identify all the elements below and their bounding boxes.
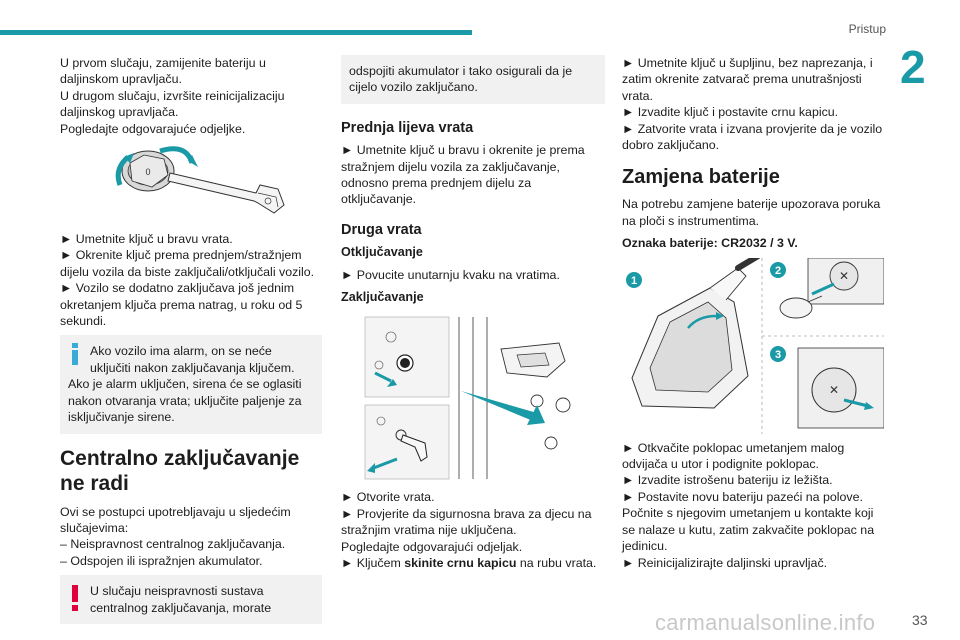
paragraph: U prvom slučaju, zamijenite bateriju u daljinskom upravljaču.	[60, 56, 266, 87]
step-bold: skinite crnu kapicu	[404, 556, 517, 571]
key-in-lock-illustration	[60, 141, 322, 229]
column-middle	[341, 55, 605, 572]
section-title: Pristup	[848, 22, 886, 36]
column-right	[622, 55, 884, 571]
svg-text:0: 0	[145, 167, 151, 178]
step: ► Izvadite ključ i postavite crnu kapicu.	[622, 105, 839, 120]
info-text: Ako je alarm uključen, sirena će se oglasiti nakon otvaranja vrata; uključite paljenje za isključivanje sirene.	[68, 377, 302, 425]
section-heading: Zamjena baterije	[622, 166, 780, 189]
watermark: carmanualsonline.info	[655, 610, 876, 635]
paragraph: Ovi se postupci upotrebljavaju u sljedećim slučajevima:	[60, 504, 291, 535]
warning-text: U slučaju neispravnosti sustava centralnog zaključavanja, morate	[90, 584, 272, 615]
section-heading: Centralno zaključavanje ne radi	[60, 446, 300, 495]
warning-box-continued	[341, 55, 605, 104]
door-lock-illustration	[341, 309, 605, 485]
step: ► Okrenite ključ prema prednjem/stražnjem dijelu vozila da biste zaključali/otključali vozilo.	[60, 248, 315, 279]
paragraph: Pogledajte odgovarajuće odjeljke.	[60, 121, 246, 136]
warning-text: odspojiti akumulator i tako osigurali da je cijelo vozilo zaključano.	[349, 64, 573, 95]
svg-text:✕: ✕	[838, 268, 850, 283]
paragraph: Na potrebu zamjene baterije upozorava poruka na ploči s instrumentima.	[622, 197, 881, 228]
subheading-lock: Zaključavanje	[341, 290, 424, 305]
step-2-panel	[770, 258, 884, 318]
step: ► Umetnite ključ u bravu vrata.	[60, 232, 233, 247]
warning-icon	[65, 585, 85, 611]
step: ► Provjerite da sigurnosna brava za djecu na stražnjim vratima nije uključena.	[341, 506, 592, 538]
paragraph: U drugom slučaju, izvršite reinicijalizaciju daljinskog upravljača.	[60, 88, 285, 120]
list-item: – Neispravnost centralnog zaključavanja.	[60, 537, 286, 552]
step	[341, 555, 605, 571]
step: ► Otkvačite poklopac umetanjem malog odvijača u utor i podignite poklopac.	[622, 440, 845, 472]
step-badge-2: 2	[774, 264, 782, 277]
info-text: Ako vozilo ima alarm, on se neće uključiti nakon zaključavanja ključem.	[90, 344, 295, 375]
step: ► Zatvorite vrata i izvana provjerite da je vozilo dobro zaključano.	[622, 121, 883, 153]
step: ► Otvorite vrata.	[341, 490, 435, 505]
step-badge-1: 1	[630, 274, 638, 287]
heading-front-door: Prednja lijeva vrata	[341, 119, 474, 136]
page-number: 33	[912, 612, 928, 628]
step: ► Umetnite ključ u bravu i okrenite je prema stražnjem dijelu vozila za zaključavanje, odnosno prema prednjem dijelu za otključavanje.	[341, 143, 585, 207]
paragraph: Počnite s njegovim umetanjem u kontakte koji se nalaze u kutu, zatim zakvačite poklopac na jedinicu.	[622, 506, 875, 554]
step: ► Postavite novu bateriju pazeći na polove.	[622, 489, 863, 504]
header-accent-bar	[0, 30, 472, 35]
chapter-number: 2	[900, 41, 926, 93]
info-box	[60, 335, 322, 433]
subheading-unlock: Otključavanje	[341, 245, 423, 260]
step-3-panel	[770, 346, 884, 428]
battery-replacement-illustration	[622, 258, 884, 434]
svg-text:✕: ✕	[828, 382, 840, 397]
column-left	[60, 55, 322, 624]
step-suffix: na rubu vrata.	[516, 556, 597, 571]
step: ► Reinicijalizirajte daljinski upravljač.	[622, 555, 828, 570]
step-badge-3: 3	[774, 348, 782, 361]
info-icon	[65, 343, 85, 365]
warning-box	[60, 575, 322, 624]
list-item: – Odspojen ili ispražnjen akumulator.	[60, 553, 263, 568]
paragraph: Pogledajte odgovarajući odjeljak.	[341, 539, 523, 554]
heading-other-doors: Druga vrata	[341, 221, 422, 238]
step: ► Izvadite istrošenu bateriju iz ležišta.	[622, 473, 833, 488]
step: ► Povucite unutarnju kvaku na vratima.	[341, 267, 560, 282]
battery-label: Oznaka baterije: CR2032 / 3 V.	[622, 236, 798, 251]
step-prefix: ► Ključem	[341, 556, 405, 571]
step: ► Umetnite ključ u šupljinu, bez naprezanja, i zatim okrenite zatvarač prema unutrašnjosti vrata.	[622, 56, 873, 103]
step-1-panel	[626, 258, 758, 408]
step: ► Vozilo se dodatno zaključava još jednim okretanjem ključa prema natrag, u roku od 5 sekundi.	[60, 281, 303, 329]
